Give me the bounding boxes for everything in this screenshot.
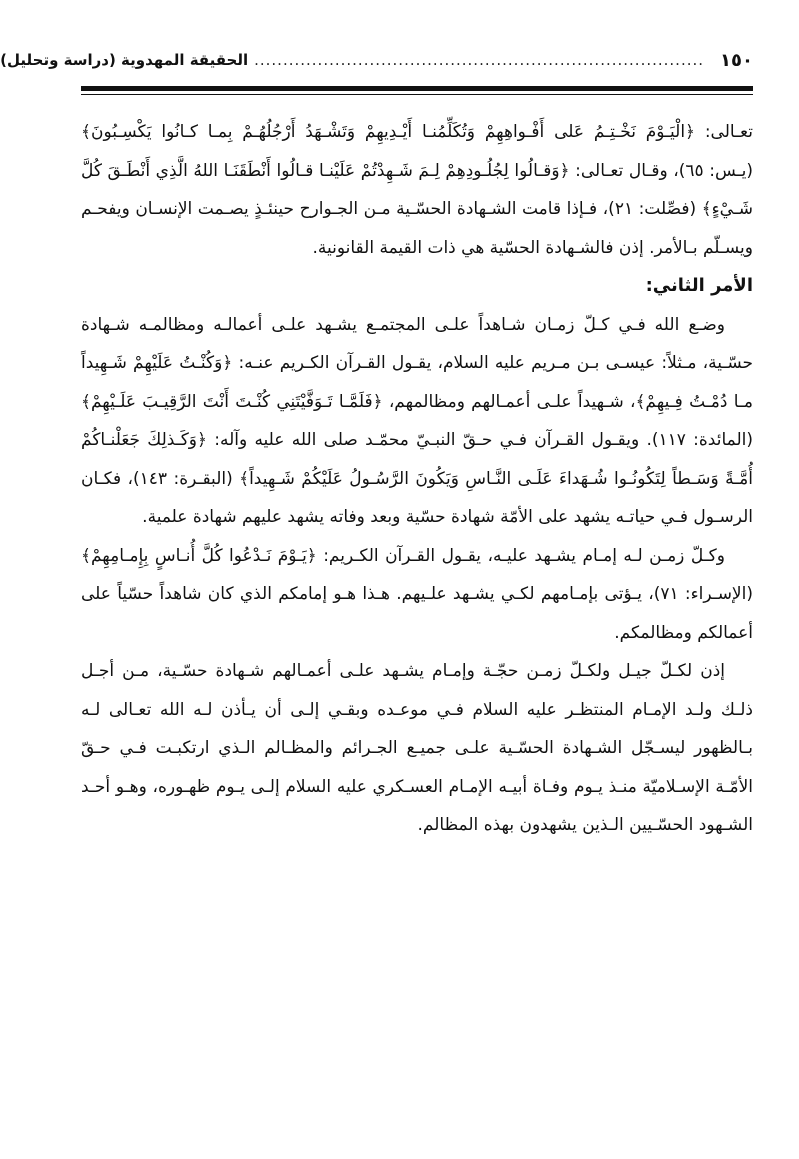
running-header: [0, 40, 753, 80]
book-title: الحقيقة المهدوية (دراسة وتحليل): [0, 51, 249, 69]
paragraph-testimony-of-limbs: تعـالى: ﴿الْيَـوْمَ نَخْـتِـمُ عَلى أَفْـواهِهِمْ وَتُكَلِّمُنـا أَيْـدِيهِمْ وَتَشْـهَدُ أَرْجُلُهُـمْ بِمـا كـانُوا يَكْسِـبُونَ﴾ (يـس: ٦٥)، وقـال تعـالى: ﴿وَقـالُوا لِجُلُـودِهِمْ لِـمَ شَـهِدْتُمْ عَلَيْنـا قـالُوا أَنْطَقَنَـا اللهُ الَّذِي أَنْطَـقَ كُلَّ شَـيْءٍ﴾ (فصِّلت: ٢١)، فـإذا قامت الشـهادة الحسّـية مـن الجـوارح حينئـذٍ يصـمت الإنسـان ويفحـم ويسـلّم بـالأمر. إذن فالشـهادة الحسّية هي ذات القيمة القانونية.: [81, 122, 753, 258]
header-rule-thin: [81, 94, 753, 95]
section-heading-second-matter: الأمر الثاني:: [645, 275, 753, 296]
header-rule-thick: [81, 86, 753, 91]
dot-leader: ..............................................................................: [254, 51, 705, 69]
paragraph-imam-of-each-time: وكـلّ زمـن لـه إمـام يشـهد عليـه، يقـول القـرآن الكـريم: ﴿يَـوْمَ نَـدْعُوا كُلَّ أُنـاسٍ بِإِمـامِهِمْ﴾ (الإسـراء: ٧١)، يـؤتى بإمـامهم لكـي يشـهد علـيهم. هـذا هـو إمامكم الذي كان شاهداً حسّياً على أعمالكم ومظالمكم.: [81, 545, 753, 643]
page-number: ١٥٠: [720, 49, 753, 71]
paragraph-awaited-imam: إذن لكـلّ جيـل ولكـلّ زمـن حجّـة وإمـام يشـهد علـى أعمـالهم شـهادة حسّـية، مـن أجـل ذلـك ولـد الإمـام المنتظـر عليه السلام فـي موعـده وبقـي إلـى أن يـأذن لـه الله تعـالى لـه بـالظهور ليسـجّل الشـهادة الحسّـية علـى جميـع الجـرائم والمظـالم الـذي ارتكبـت فـي حـقّ الأمّـة الإسـلاميّة منـذ يـوم وفـاة أبيـه الإمـام العسـكري عليه السلام إلـى يـوم ظهـوره، وهـو أحـد الشـهود الحسّـيين الـذين يشهدون بهذه المظالم.: [81, 661, 753, 835]
page-body: [81, 113, 753, 845]
paragraph-witness-each-era: وضـع الله فـي كـلّ زمـان شـاهداً علـى المجتمـع يشـهد علـى أعمالـه ومظالمـه شـهادة حسّـية، مـثلاً: عيسـى بـن مـريم عليه السلام، يقـول القـرآن الكـريم عنـه: ﴿وَكُنْـتُ عَلَيْهِمْ شَـهِيداً مـا دُمْـتُ فِـيهِمْ﴾، شـهيداً علـى أعمـالهم ومظالمهم، ﴿فَلَمَّـا تَـوَفَّيْتَنِي كُنْـتَ أَنْتَ الرَّقِيـبَ عَلَـيْهِمْ﴾ (المائدة: ١١٧). ويقـول القـرآن فـي حـقّ النبـيّ محمّـد صلى الله عليه وآله: ﴿وَكَـذلِكَ جَعَلْنـاكُمْ أُمَّـةً وَسَـطاً لِتَكُونُـوا شُـهَداءَ عَلَـى النَّـاسِ وَيَكُونَ الرَّسُـولُ عَلَيْكُمْ شَـهِيداً﴾ (البقـرة: ١٤٣)، فكـان الرسـول فـي حياتـه يشهد على الأمّة شهادة حسّية وبعد وفاته يشهد عليهم شهادة علمية.: [81, 314, 753, 527]
